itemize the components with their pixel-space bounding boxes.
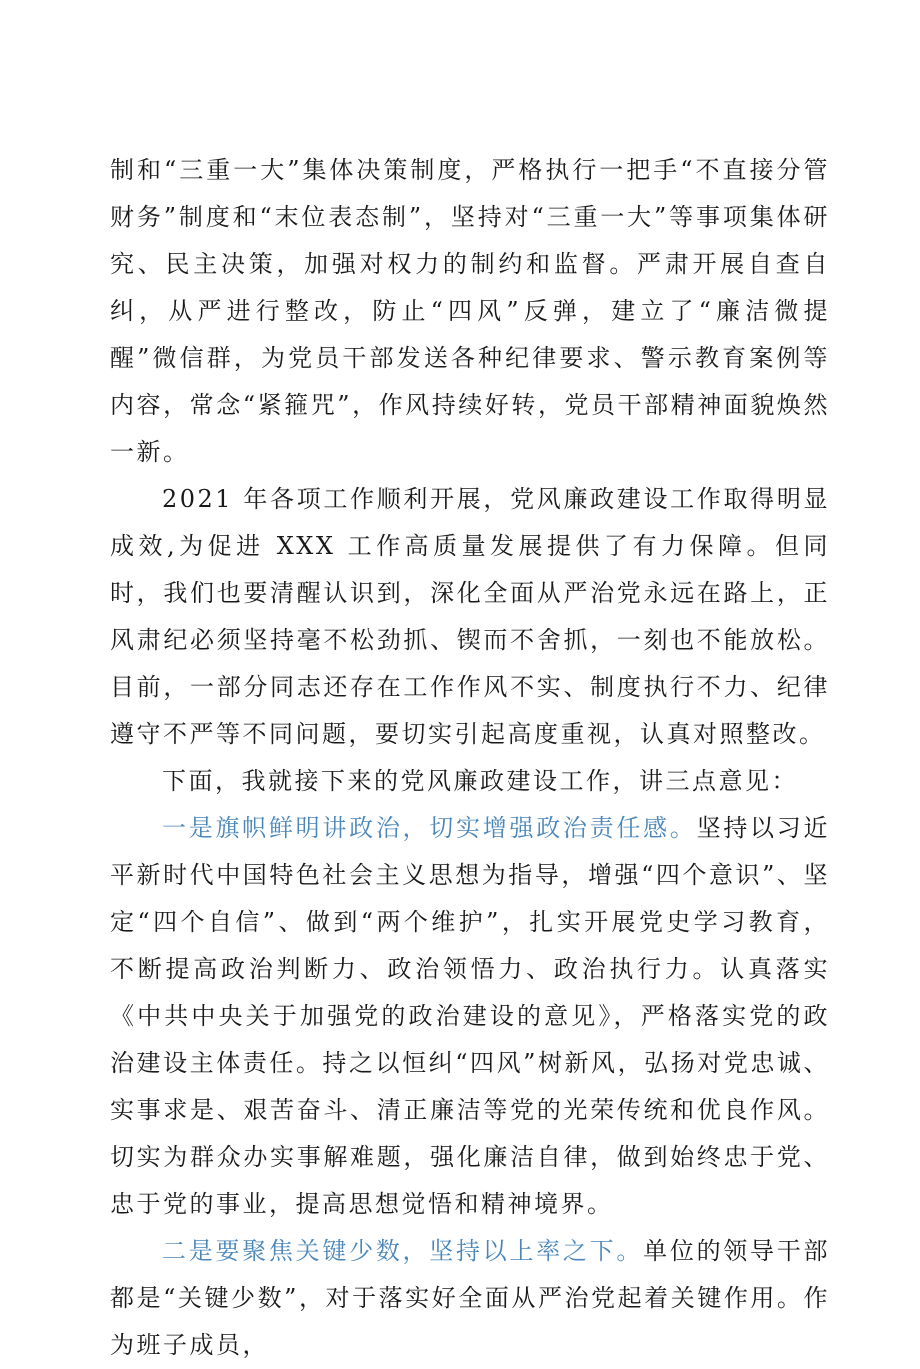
- paragraph-point-two: [110, 1228, 830, 1369]
- paragraph-text: 坚持以习近平新时代中国特色社会主义思想为指导，增强“四个意识”、坚定“四个自信”、做到“两个维护”，扎实开展党史学习教育，不断提高政治判断力、政治领悟力、政治执行力。认真落实《中共中央关于加强党的政治建设的意见》，严格落实党的政治建设主体责任。持之以恒纠“四风”树新风，弘扬对党忠诚、实事求是、艰苦奋斗、清正廉洁等党的光荣传统和优良作风。切实为群众办实事解难题，强化廉洁自律，做到始终忠于党、忠于党的事业，提高思想觉悟和精神境界。: [110, 814, 831, 1218]
- paragraph-summary: [110, 476, 830, 758]
- document-body: [110, 147, 830, 1369]
- section-heading: 二是要聚焦关键少数，坚持以上率之下。: [162, 1237, 644, 1265]
- paragraph-text: 制和“三重一大”集体决策制度，严格执行一把手“不直接分管财务”制度和“末位表态制”，坚持对“三重一大”等事项集体研究、民主决策，加强对权力的制约和监督。严肃开展自查自纠，从严进行整改，防止“四风”反弹，建立了“廉洁微提醒”微信群，为党员干部发送各种纪律要求、警示教育案例等内容，常念“紧箍咒”，作风持续好转，党员干部精神面貌焕然一新。: [110, 156, 830, 466]
- section-heading: 一是旗帜鲜明讲政治，切实增强政治责任感。: [162, 814, 697, 842]
- paragraph-intro: [110, 758, 830, 805]
- paragraph-text: 2021 年各项工作顺利开展，党风廉政建设工作取得明显成效,为促进 XXX 工作高质量发展提供了有力保障。但同时，我们也要清醒认识到，深化全面从严治党永远在路上，正风肃纪必须坚持毫不松劲抓、锲而不舍抓，一刻也不能放松。目前，一部分同志还存在工作作风不实、制度执行不力、纪律遵守不严等不同问题，要切实引起高度重视，认真对照整改。: [110, 485, 830, 748]
- paragraph-text: 单位的领导干部都是“关键少数”，对于落实好全面从严治党起着关键作用。作为班子成员，: [110, 1237, 830, 1359]
- paragraph-point-one: [110, 805, 830, 1228]
- paragraph-text: 下面，我就接下来的党风廉政建设工作，讲三点意见：: [162, 767, 798, 795]
- paragraph-continued: [110, 147, 830, 476]
